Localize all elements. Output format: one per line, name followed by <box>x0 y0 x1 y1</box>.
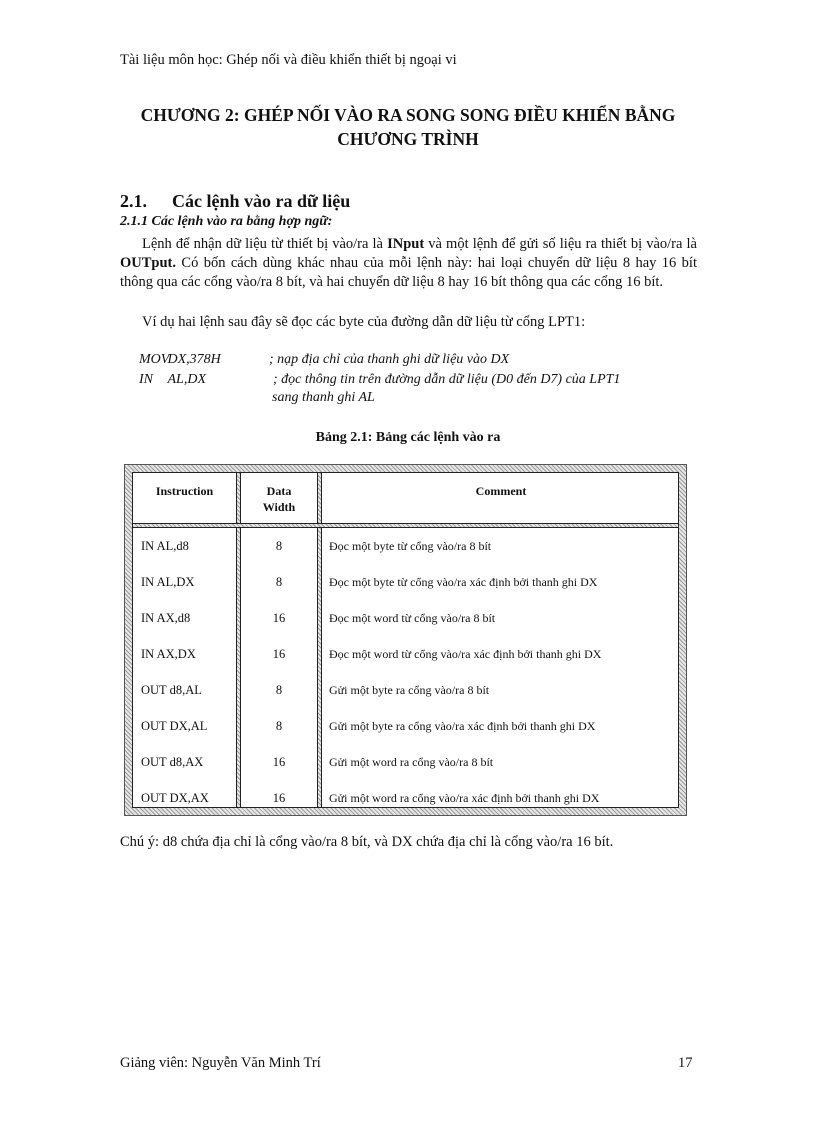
cell-comment: Đọc một byte từ cổng vào/ra 8 bít <box>329 539 492 553</box>
code-args: AL,DX <box>167 372 206 387</box>
cell-comment: Gửi một byte ra cổng vào/ra xác định bởi thanh ghi DX <box>329 719 596 733</box>
paragraph-text-2: và một lệnh để gửi số liệu ra thiết bị vào/ra là <box>424 236 697 252</box>
paragraph-text-3: Có bốn cách dùng khác nhau của mỗi lệnh này: hai loại chuyển dữ liệu 8 hay 16 bít thông qua các cổng vào/ra 8 bít, và hai chuyển dữ liệu 8 hay 16 bít thông qua các cổng 16 bít. <box>120 255 697 290</box>
cell-width: 16 <box>272 791 286 805</box>
table-row <box>133 674 678 710</box>
cell-width: 8 <box>275 683 283 697</box>
cell-instruction: OUT DX,AL <box>141 719 208 733</box>
cell-instruction: IN AX,DX <box>141 647 196 661</box>
footer-lecturer: Giảng viên: Nguyễn Văn Minh Trí <box>120 1055 321 1071</box>
instruction-table <box>124 464 687 816</box>
cell-instruction: IN AX,d8 <box>141 611 191 625</box>
paragraph-example-text: Ví dụ hai lệnh sau đây sẽ đọc các byte của đường dẫn dữ liệu từ cổng LPT1: <box>142 314 586 330</box>
cell-width: 16 <box>272 647 286 661</box>
table-row <box>133 746 678 782</box>
paragraph-in-out <box>120 235 697 292</box>
section-heading <box>120 191 350 212</box>
header-data-width-line-2: Width <box>262 500 296 514</box>
cell-width: 8 <box>275 719 283 733</box>
table-note: Chú ý: d8 chứa địa chỉ là cổng vào/ra 8 bít, và DX chứa địa chỉ là cổng vào/ra 16 bít. <box>120 834 614 850</box>
table-row <box>133 638 678 674</box>
cell-width: 16 <box>272 755 286 769</box>
cell-comment: Đọc một byte từ cổng vào/ra xác định bởi thanh ghi DX <box>329 575 598 589</box>
cell-instruction: OUT d8,AX <box>141 755 204 769</box>
cell-comment: Đọc một word từ cổng vào/ra 8 bít <box>329 611 496 625</box>
paragraph-text-1: Lệnh để nhận dữ liệu từ thiết bị vào/ra là <box>142 236 388 252</box>
code-op: MOV <box>139 352 170 367</box>
code-line-2 <box>139 370 621 389</box>
section-title: Các lệnh vào ra dữ liệu <box>172 191 351 211</box>
table-row <box>133 566 678 602</box>
header-divider <box>133 523 678 528</box>
paragraph-example <box>120 313 697 332</box>
code-line-1 <box>139 350 510 369</box>
table-grid <box>132 472 679 808</box>
table-row <box>133 530 678 566</box>
cell-width: 16 <box>272 611 286 625</box>
table-row <box>133 782 678 818</box>
page-number: 17 <box>678 1055 693 1071</box>
table-row <box>133 602 678 638</box>
chapter-title <box>100 103 716 151</box>
cell-width: 8 <box>275 539 283 553</box>
cell-instruction: OUT d8,AL <box>141 683 202 697</box>
keyword-input: INput <box>387 236 425 252</box>
table-caption: Bảng 2.1: Bảng các lệnh vào ra <box>315 430 501 445</box>
header-data-width-line-1: Data <box>266 484 292 498</box>
table-row <box>133 710 678 746</box>
keyword-output: OUTput. <box>120 255 177 271</box>
subsection-heading: 2.1.1 Các lệnh vào ra bằng hợp ngữ: <box>120 214 333 229</box>
chapter-title-line-1: CHƯƠNG 2: GHÉP NỐI VÀO RA SONG SONG ĐIỀU KHIỂN BẰNG <box>140 105 676 125</box>
code-comment: ; đọc thông tin trên đường dẫn dữ liệu (D0 đến D7) của LPT1 <box>273 372 621 387</box>
cell-comment: Gửi một byte ra cổng vào/ra 8 bít <box>329 683 490 697</box>
code-comment-continuation: sang thanh ghi AL <box>272 390 375 405</box>
cell-instruction: OUT DX,AX <box>141 791 209 805</box>
cell-comment: Gửi một word ra cổng vào/ra 8 bít <box>329 755 494 769</box>
section-number: 2.1. <box>120 191 147 211</box>
header-data-width <box>241 483 317 515</box>
running-header: Tài liệu môn học: Ghép nối và điều khiển thiết bị ngoại vi <box>120 52 457 68</box>
code-op: IN <box>139 372 153 387</box>
header-comment: Comment <box>475 484 527 498</box>
cell-width: 8 <box>275 575 283 589</box>
cell-instruction: IN AL,DX <box>141 575 195 589</box>
cell-comment: Đọc một word từ cổng vào/ra xác định bởi thanh ghi DX <box>329 647 602 661</box>
code-args: DX,378H <box>167 352 221 367</box>
cell-comment: Gửi một word ra cổng vào/ra xác định bởi thanh ghi DX <box>329 791 600 805</box>
chapter-title-line-2: CHƯƠNG TRÌNH <box>337 129 479 149</box>
header-instruction: Instruction <box>155 484 214 498</box>
cell-instruction: IN AL,d8 <box>141 539 189 553</box>
code-comment: ; nạp địa chỉ của thanh ghi dữ liệu vào DX <box>269 352 510 367</box>
